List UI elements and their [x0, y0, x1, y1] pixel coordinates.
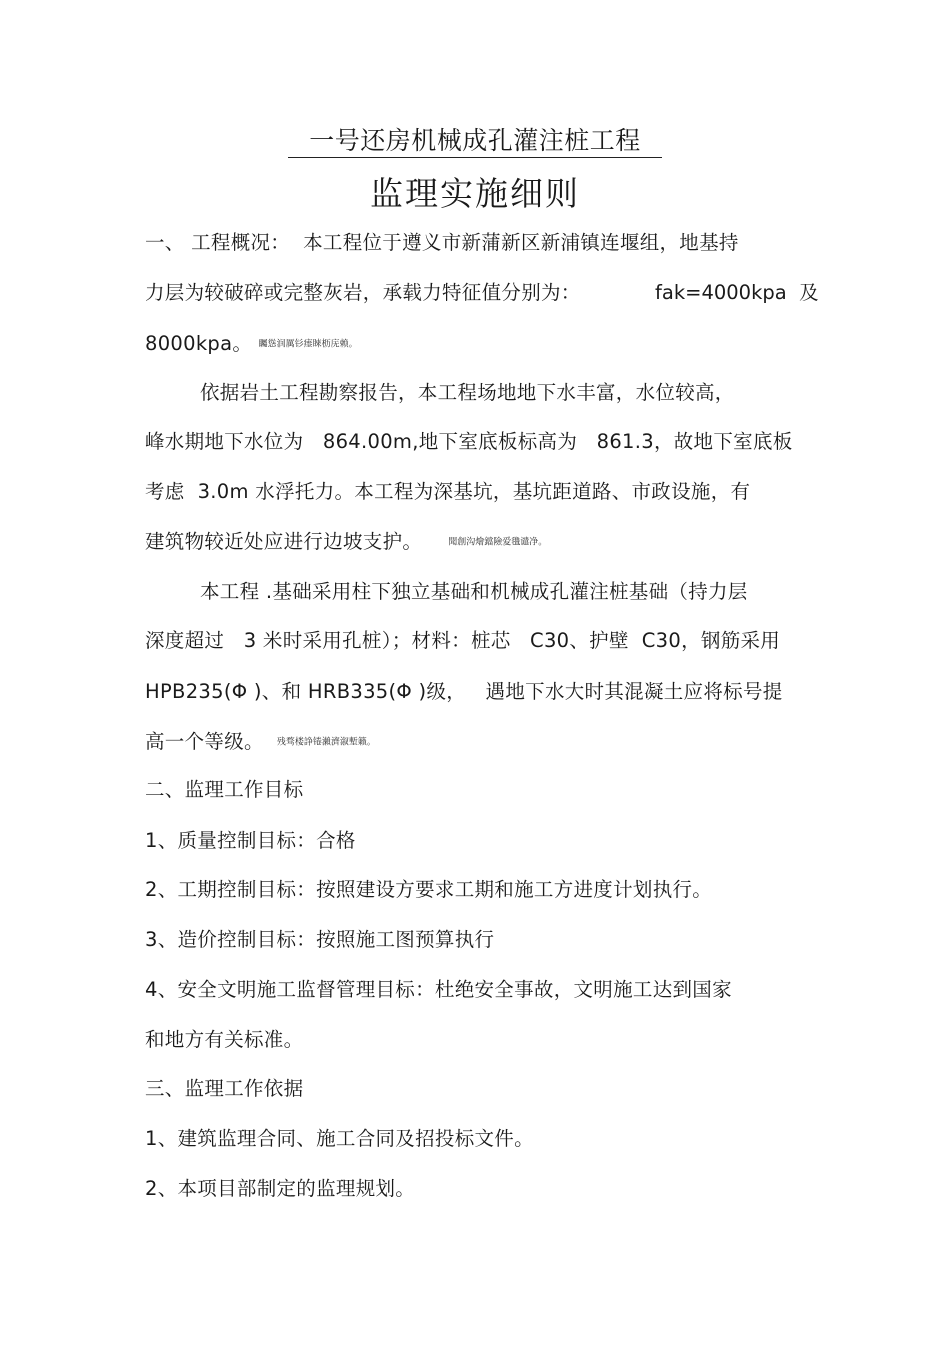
section-2-item-3: 3、造价控制目标：按照施工图预算执行 [145, 928, 495, 951]
foundation-line-3: HPB235(Φ )、和 HRB335(Φ )级， 遇地下水大时其混凝土应将标号提 [145, 680, 783, 703]
section-2-item-4: 4、安全文明施工监督管理目标：杜绝安全事故，文明施工达到国家 [145, 978, 732, 1001]
document-heading: 监理实施细则 [370, 174, 580, 213]
section-2-item-4-cont: 和地方有关标准。 [145, 1028, 304, 1051]
groundwater-line-1: 依据岩土工程勘察报告，本工程场地地下水丰富，水位较高， [200, 381, 735, 404]
foundation-line-4 [145, 729, 376, 756]
section-2-item-2: 2、工期控制目标：按照建设方要求工期和施工方进度计划执行。 [145, 878, 713, 901]
foundation-line-4-text: 高一个等级。 [145, 730, 264, 753]
groundwater-line-3: 考虑 3.0m 水浮托力。本工程为深基坑，基坑距道路、市政设施，有 [145, 480, 751, 503]
section-3-item-1: 1、建筑监理合同、施工合同及招投标文件。 [145, 1127, 534, 1150]
groundwater-line-4-note: 聞創沟燴鐺險爱氇谴净。 [448, 537, 548, 548]
groundwater-line-2: 峰水期地下水位为 864.00m,地下室底板标高为 861.3，故地下室底板 [145, 430, 793, 453]
section-2-heading: 二、监理工作目标 [145, 778, 304, 801]
foundation-line-2: 深度超过 3 米时采用孔桩）；材料：桩芯 C30、护壁 C30，钢筋采用 [145, 629, 781, 652]
overview-line-2: 力层为较破碎或完整灰岩，承载力特征值分别为： [145, 281, 581, 304]
overview-line-1: 一、 工程概况： 本工程位于遵义市新蒲新区新浦镇连堰组，地基持 [145, 231, 739, 254]
section-3-item-2: 2、本项目部制定的监理规划。 [145, 1177, 416, 1200]
foundation-line-1: 本工程 .基础采用柱下独立基础和机械成孔灌注桩基础（持力层 [200, 580, 748, 603]
section-2-item-1: 1、质量控制目标：合格 [145, 829, 356, 852]
overview-line-2-value: fak=4000kpa 及 [655, 281, 819, 304]
overview-line-3 [145, 331, 358, 358]
section-3-heading: 三、监理工作依据 [145, 1077, 304, 1100]
groundwater-line-4-text: 建筑物较近处应进行边坡支护。 [145, 530, 423, 553]
overview-line-3-text: 8000kpa。 [145, 332, 253, 355]
document-title: 一号还房机械成孔灌注桩工程 [288, 125, 662, 158]
overview-line-3-note: 矚慫润厲钐瘗睞枥庑赖。 [258, 339, 358, 350]
foundation-line-4-note: 残骛楼諍锩瀨濟溆塹籟。 [276, 737, 376, 748]
groundwater-line-4 [145, 529, 547, 556]
